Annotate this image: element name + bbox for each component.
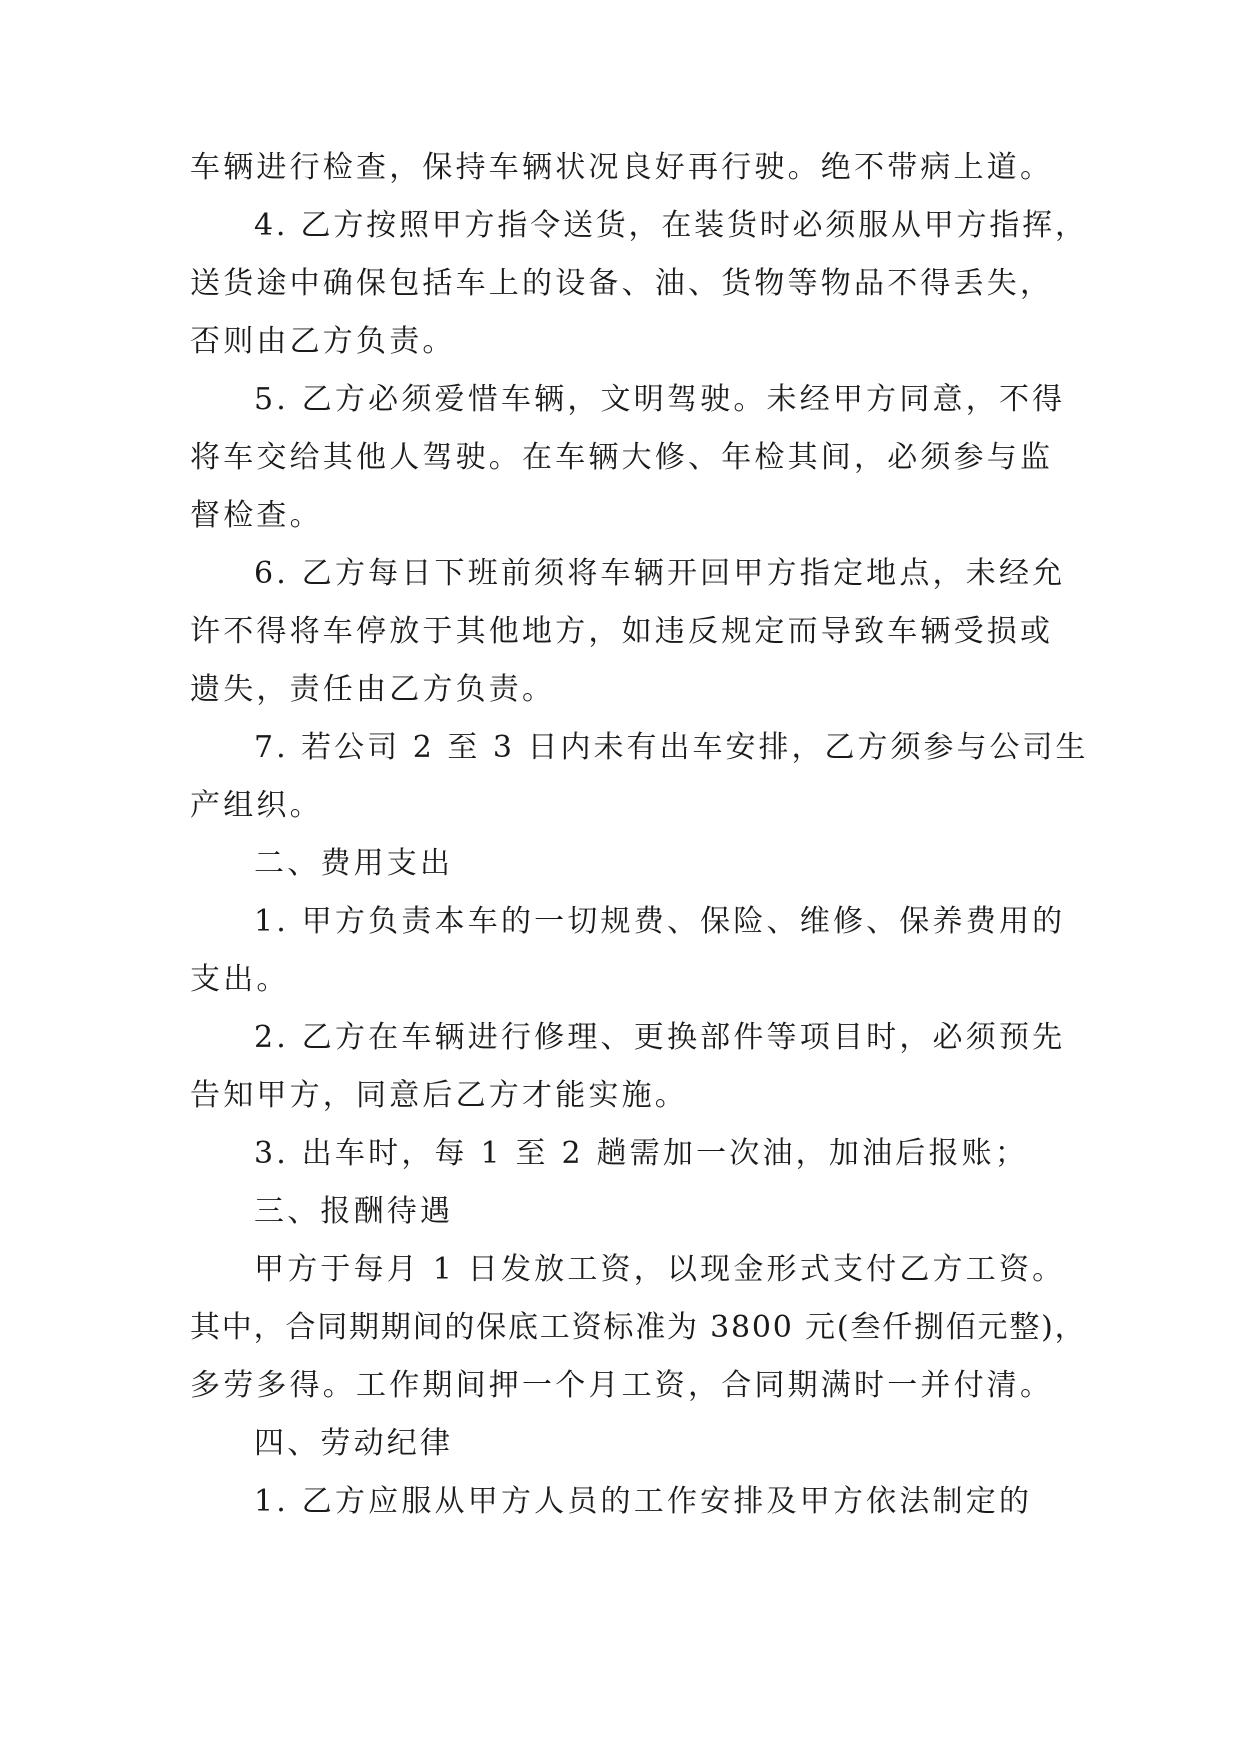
text-line: 其中，合同期期间的保底工资标准为 3800 元(叁仟捌佰元整)， [190, 1310, 1087, 1345]
compensation-paragraph: 甲方于每月 1 日发放工资，以现金形式支付乙方工资。 [254, 1252, 1066, 1287]
expense-clause-3: 3. 出车时，每 1 至 2 趟需加一次油，加油后报账； [254, 1136, 1029, 1171]
clause-4: 4. 乙方按照甲方指令送货，在装货时必须服从甲方指挥， [254, 208, 1088, 243]
section-heading-expenses: 二、费用支出 [254, 846, 454, 881]
discipline-clause-1: 1. 乙方应服从甲方人员的工作安排及甲方依法制定的 [254, 1484, 1033, 1519]
text-line: 多劳多得。工作期间押一个月工资，合同期满时一并付清。 [190, 1368, 1054, 1403]
text-line: 将车交给其他人驾驶。在车辆大修、年检其间，必须参与监 [190, 440, 1054, 475]
expense-clause-1: 1. 甲方负责本车的一切规费、保险、维修、保养费用的 [254, 904, 1066, 939]
text-line: 车辆进行检查，保持车辆状况良好再行驶。绝不带病上道。 [190, 150, 1054, 185]
text-line: 产组织。 [190, 788, 323, 823]
text-line: 遗失，责任由乙方负责。 [190, 672, 556, 707]
expense-clause-2: 2. 乙方在车辆进行修理、更换部件等项目时，必须预先 [254, 1020, 1066, 1055]
clause-5: 5. 乙方必须爱惜车辆，文明驾驶。未经甲方同意，不得 [254, 382, 1066, 417]
clause-7: 7. 若公司 2 至 3 日内未有出车安排，乙方须参与公司生 [254, 730, 1089, 765]
text-line: 送货途中确保包括车上的设备、油、货物等物品不得丢失， [190, 266, 1054, 301]
text-line: 否则由乙方负责。 [190, 324, 456, 359]
text-line: 支出。 [190, 962, 290, 997]
section-heading-discipline: 四、劳动纪律 [254, 1426, 454, 1461]
clause-6: 6. 乙方每日下班前须将车辆开回甲方指定地点，未经允 [254, 556, 1066, 591]
text-line: 告知甲方，同意后乙方才能实施。 [190, 1078, 688, 1113]
section-heading-compensation: 三、报酬待遇 [254, 1194, 454, 1229]
text-line: 许不得将车停放于其他地方，如违反规定而导致车辆受损或 [190, 614, 1054, 649]
text-line: 督检查。 [190, 498, 323, 533]
